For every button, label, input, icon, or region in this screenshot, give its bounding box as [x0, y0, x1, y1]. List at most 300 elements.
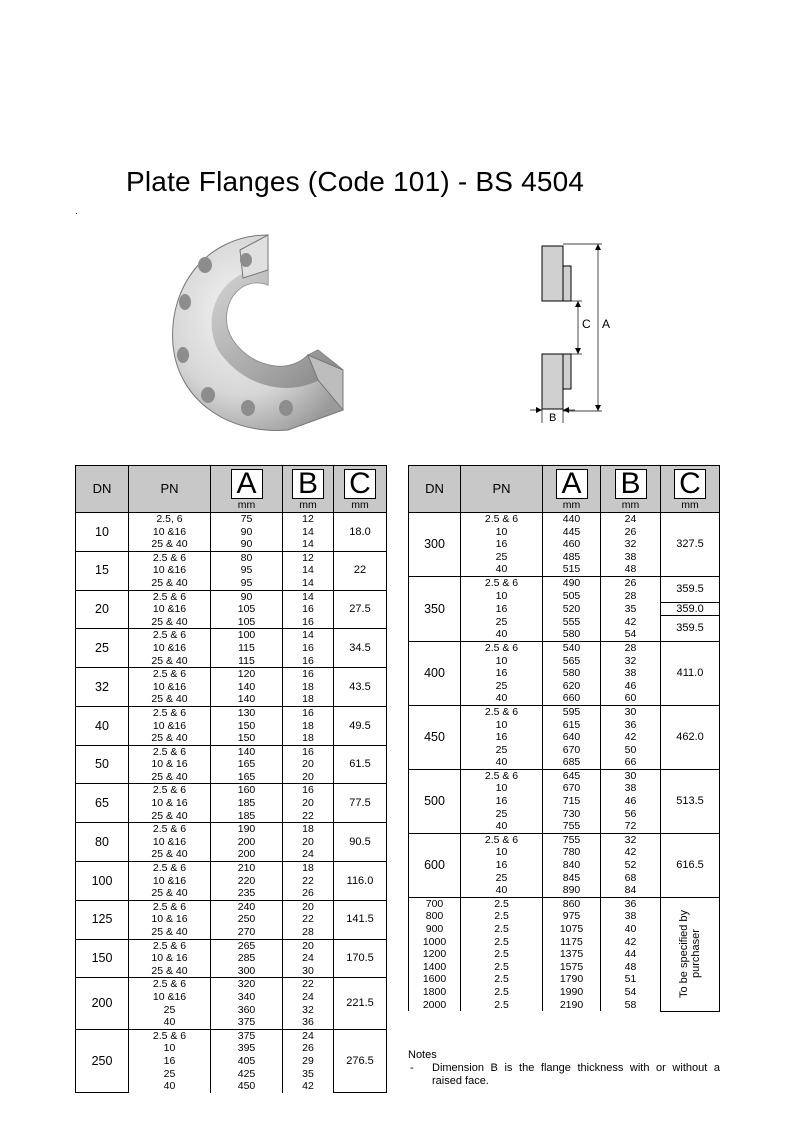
b-cell: 22: [283, 875, 334, 888]
pn-cell: 2.5: [461, 897, 543, 910]
dn-cell: 65: [76, 784, 129, 823]
pn-cell: 2.5 & 6: [461, 833, 543, 846]
b-cell: 58: [601, 999, 661, 1012]
b-cell: 38: [601, 782, 661, 795]
dn-cell: 20: [76, 590, 129, 629]
pn-cell: 25 & 40: [129, 926, 211, 939]
pn-cell: 2.5 & 6: [129, 862, 211, 875]
table-row: [76, 939, 387, 952]
note-text: Dimension B is the flange thickness with or without a raised face.: [432, 1062, 720, 1087]
pn-cell: 40: [129, 1016, 211, 1029]
c-note-cell: [661, 897, 720, 1011]
a-cell: 715: [543, 795, 601, 808]
b-cell: 48: [601, 563, 661, 576]
header-pn: PN: [129, 466, 211, 513]
a-cell: 300: [211, 965, 283, 978]
table-row: [76, 629, 387, 642]
pn-cell: 2.5 & 6: [129, 706, 211, 719]
a-cell: 265: [211, 939, 283, 952]
dn-cell: 80: [76, 823, 129, 862]
pn-cell: 25 & 40: [129, 538, 211, 551]
b-cell: 16: [283, 655, 334, 668]
a-cell: 200: [211, 848, 283, 861]
c-cell: 359.5: [661, 616, 720, 642]
a-cell: 140: [211, 681, 283, 694]
table-row: [76, 590, 387, 603]
pn-cell: 10 &16: [129, 836, 211, 849]
pn-cell: 10 & 16: [129, 758, 211, 771]
a-cell: 90: [211, 526, 283, 539]
b-cell: 48: [601, 961, 661, 974]
a-cell: 730: [543, 808, 601, 821]
pn-cell: 16: [461, 602, 543, 616]
c-cell: 27.5: [334, 590, 387, 629]
dn-cell: 32: [76, 668, 129, 707]
a-cell: 425: [211, 1068, 283, 1081]
c-cell: 22: [334, 551, 387, 590]
a-cell: 210: [211, 862, 283, 875]
b-cell: 42: [601, 936, 661, 949]
dn-cell: 600: [409, 833, 461, 897]
a-cell: 105: [211, 603, 283, 616]
dn-cell: 800: [409, 910, 461, 923]
a-cell: 485: [543, 551, 601, 564]
pn-cell: 2.5 & 6: [129, 668, 211, 681]
right-spec-table: [408, 465, 720, 1012]
a-cell: 670: [543, 782, 601, 795]
b-cell: 54: [601, 986, 661, 999]
a-cell: 440: [543, 513, 601, 526]
pn-cell: 16: [461, 731, 543, 744]
b-cell: 16: [283, 616, 334, 629]
a-cell: 620: [543, 680, 601, 693]
pn-cell: 10 &16: [129, 526, 211, 539]
pn-cell: 40: [129, 1080, 211, 1093]
pn-cell: 25: [461, 872, 543, 885]
a-cell: 660: [543, 692, 601, 705]
dn-cell: 200: [76, 978, 129, 1029]
a-cell: 95: [211, 577, 283, 590]
a-cell: 595: [543, 705, 601, 718]
a-cell: 890: [543, 884, 601, 897]
c-cell: 18.0: [334, 513, 387, 552]
a-cell: 375: [211, 1016, 283, 1029]
a-cell: 105: [211, 616, 283, 629]
b-cell: 46: [601, 680, 661, 693]
b-cell: 38: [601, 551, 661, 564]
c-cell: 61.5: [334, 745, 387, 784]
pn-cell: 2.5 & 6: [129, 900, 211, 913]
table-row: [76, 784, 387, 797]
a-cell: 395: [211, 1042, 283, 1055]
b-cell: 24: [283, 952, 334, 965]
table-row: [76, 745, 387, 758]
dn-cell: 1000: [409, 936, 461, 949]
b-cell: 28: [601, 590, 661, 603]
a-cell: 190: [211, 823, 283, 836]
a-cell: 640: [543, 731, 601, 744]
c-cell: 43.5: [334, 668, 387, 707]
pn-cell: 16: [461, 859, 543, 872]
b-cell: 32: [601, 655, 661, 668]
pn-cell: 25: [461, 616, 543, 629]
pn-cell: 25 & 40: [129, 887, 211, 900]
dn-cell: 1800: [409, 986, 461, 999]
table-row: [409, 705, 720, 718]
a-cell: 2190: [543, 999, 601, 1012]
pn-cell: 2.5: [461, 936, 543, 949]
header-c: C mm: [661, 466, 720, 513]
table-header: [76, 466, 387, 513]
c-cell: 359.5: [661, 576, 720, 602]
a-cell: 780: [543, 846, 601, 859]
b-cell: 50: [601, 744, 661, 757]
pn-cell: 10: [461, 846, 543, 859]
a-cell: 220: [211, 875, 283, 888]
b-cell: 22: [283, 978, 334, 991]
table-row: [76, 513, 387, 526]
b-cell: 38: [601, 910, 661, 923]
a-cell: 580: [543, 667, 601, 680]
a-cell: 565: [543, 655, 601, 668]
a-cell: 130: [211, 706, 283, 719]
b-cell: 66: [601, 756, 661, 769]
stray-mark: .: [75, 206, 78, 217]
a-cell: 540: [543, 641, 601, 654]
b-cell: 22: [283, 913, 334, 926]
pn-cell: 16: [461, 538, 543, 551]
a-cell: 1075: [543, 923, 601, 936]
dn-cell: 400: [409, 641, 461, 705]
b-cell: 20: [283, 939, 334, 952]
c-cell: 276.5: [334, 1029, 387, 1092]
a-cell: 1375: [543, 948, 601, 961]
pn-cell: 10: [461, 782, 543, 795]
a-cell: 755: [543, 820, 601, 833]
b-cell: 28: [601, 641, 661, 654]
pn-cell: 10 &16: [129, 720, 211, 733]
a-cell: 95: [211, 564, 283, 577]
c-cell: 359.0: [661, 602, 720, 616]
dn-cell: 1600: [409, 973, 461, 986]
a-cell: 405: [211, 1055, 283, 1068]
b-cell: 35: [601, 602, 661, 616]
pn-cell: 10 &16: [129, 991, 211, 1004]
a-cell: 250: [211, 913, 283, 926]
a-cell: 185: [211, 797, 283, 810]
notes-heading: Notes: [408, 1049, 437, 1061]
b-cell: 18: [283, 862, 334, 875]
b-cell: 20: [283, 900, 334, 913]
b-cell: 12: [283, 551, 334, 564]
b-cell: 18: [283, 693, 334, 706]
b-cell: 68: [601, 872, 661, 885]
dn-cell: 50: [76, 745, 129, 784]
a-cell: 615: [543, 719, 601, 732]
pn-cell: 40: [461, 756, 543, 769]
a-cell: 460: [543, 538, 601, 551]
b-cell: 16: [283, 668, 334, 681]
a-cell: 840: [543, 859, 601, 872]
pn-cell: 2.5 & 6: [461, 513, 543, 526]
a-cell: 375: [211, 1029, 283, 1042]
a-cell: 100: [211, 629, 283, 642]
b-cell: 18: [283, 720, 334, 733]
b-cell: 36: [283, 1016, 334, 1029]
pn-cell: 10 &16: [129, 564, 211, 577]
a-cell: 450: [211, 1080, 283, 1093]
b-cell: 32: [283, 1004, 334, 1017]
b-cell: 20: [283, 771, 334, 784]
pn-cell: 40: [461, 692, 543, 705]
dn-cell: 25: [76, 629, 129, 668]
b-cell: 22: [283, 810, 334, 823]
a-cell: 1790: [543, 973, 601, 986]
pn-cell: 25: [129, 1004, 211, 1017]
a-cell: 685: [543, 756, 601, 769]
b-cell: 16: [283, 603, 334, 616]
a-cell: 755: [543, 833, 601, 846]
pn-cell: 2.5 & 6: [461, 705, 543, 718]
table-row: [76, 978, 387, 991]
a-cell: 150: [211, 732, 283, 745]
c-cell: 221.5: [334, 978, 387, 1029]
a-cell: 75: [211, 513, 283, 526]
b-cell: 14: [283, 538, 334, 551]
pn-cell: 2.5 & 6: [129, 745, 211, 758]
b-cell: 32: [601, 833, 661, 846]
pn-cell: 16: [461, 667, 543, 680]
dn-cell: 150: [76, 939, 129, 978]
b-cell: 36: [601, 719, 661, 732]
pn-cell: 25 & 40: [129, 965, 211, 978]
b-cell: 18: [283, 681, 334, 694]
pn-cell: 25 & 40: [129, 848, 211, 861]
table-row: [409, 769, 720, 782]
pn-cell: 10 & 16: [129, 913, 211, 926]
a-cell: 520: [543, 602, 601, 616]
pn-cell: 2.5 & 6: [129, 1029, 211, 1042]
a-cell: 140: [211, 693, 283, 706]
b-cell: 20: [283, 836, 334, 849]
dn-cell: 1200: [409, 948, 461, 961]
a-cell: 185: [211, 810, 283, 823]
pn-cell: 10 & 16: [129, 952, 211, 965]
header-a: A mm: [211, 466, 283, 513]
pn-cell: 25: [461, 680, 543, 693]
table-row: [76, 1029, 387, 1042]
pn-cell: 2.5: [461, 999, 543, 1012]
dn-cell: 40: [76, 706, 129, 745]
pn-cell: 2.5 & 6: [129, 978, 211, 991]
pn-cell: 25: [461, 551, 543, 564]
c-cell: 90.5: [334, 823, 387, 862]
pn-cell: 2.5 & 6: [129, 551, 211, 564]
header-dn: DN: [76, 466, 129, 513]
left-spec-table: [75, 465, 387, 1093]
a-cell: 150: [211, 720, 283, 733]
pn-cell: 40: [461, 563, 543, 576]
dn-cell: 2000: [409, 999, 461, 1012]
c-cell: 49.5: [334, 706, 387, 745]
a-cell: 340: [211, 991, 283, 1004]
table-row: [409, 576, 720, 589]
pn-cell: 25 & 40: [129, 616, 211, 629]
pn-cell: 2.5 & 6: [461, 769, 543, 782]
c-cell: 170.5: [334, 939, 387, 978]
label-a: A: [602, 317, 611, 331]
pn-cell: 2.5 & 6: [461, 576, 543, 589]
b-cell: 30: [601, 769, 661, 782]
a-cell: 165: [211, 771, 283, 784]
header-c: C mm: [334, 466, 387, 513]
pn-cell: 10 &16: [129, 642, 211, 655]
a-cell: 505: [543, 590, 601, 603]
pn-cell: 10 &16: [129, 875, 211, 888]
pn-cell: 25 & 40: [129, 810, 211, 823]
a-cell: 845: [543, 872, 601, 885]
b-cell: 36: [601, 897, 661, 910]
pn-cell: 40: [461, 820, 543, 833]
c-cell: 141.5: [334, 900, 387, 939]
a-cell: 490: [543, 576, 601, 589]
pn-cell: 2.5 & 6: [129, 590, 211, 603]
b-cell: 40: [601, 923, 661, 936]
a-cell: 445: [543, 526, 601, 539]
a-cell: 140: [211, 745, 283, 758]
dn-cell: 350: [409, 576, 461, 641]
dn-cell: 300: [409, 513, 461, 577]
pn-cell: 2.5 & 6: [129, 939, 211, 952]
c-cell: 34.5: [334, 629, 387, 668]
page-title: Plate Flanges (Code 101) - BS 4504: [126, 166, 585, 197]
b-cell: 16: [283, 784, 334, 797]
b-cell: 14: [283, 526, 334, 539]
b-cell: 16: [283, 642, 334, 655]
dn-cell: 125: [76, 900, 129, 939]
b-cell: 12: [283, 513, 334, 526]
dn-cell: 10: [76, 513, 129, 552]
a-cell: 320: [211, 978, 283, 991]
dn-cell: 1400: [409, 961, 461, 974]
b-cell: 46: [601, 795, 661, 808]
b-cell: 54: [601, 628, 661, 641]
flange-3d-illustration: [168, 230, 348, 440]
b-cell: 14: [283, 577, 334, 590]
a-cell: 240: [211, 900, 283, 913]
dn-cell: 450: [409, 705, 461, 769]
b-cell: 24: [283, 848, 334, 861]
a-cell: 360: [211, 1004, 283, 1017]
b-cell: 18: [283, 732, 334, 745]
b-cell: 42: [601, 616, 661, 629]
b-cell: 24: [283, 1029, 334, 1042]
label-c: C: [582, 317, 591, 331]
b-cell: 26: [283, 887, 334, 900]
b-cell: 38: [601, 667, 661, 680]
header-dn: DN: [409, 466, 461, 513]
a-cell: 165: [211, 758, 283, 771]
notes-section: [408, 1049, 720, 1088]
a-cell: 115: [211, 642, 283, 655]
b-cell: 42: [601, 731, 661, 744]
table-row: [409, 833, 720, 846]
table-row: [409, 897, 720, 910]
b-cell: 84: [601, 884, 661, 897]
b-cell: 14: [283, 590, 334, 603]
pn-cell: 2.5: [461, 961, 543, 974]
b-cell: 14: [283, 564, 334, 577]
a-cell: 580: [543, 628, 601, 641]
a-cell: 285: [211, 952, 283, 965]
label-b: B: [549, 412, 557, 423]
pn-cell: 40: [461, 628, 543, 641]
a-cell: 860: [543, 897, 601, 910]
pn-cell: 25 & 40: [129, 577, 211, 590]
dn-cell: 100: [76, 862, 129, 901]
header-b: B mm: [601, 466, 661, 513]
b-cell: 14: [283, 629, 334, 642]
dn-cell: 15: [76, 551, 129, 590]
pn-cell: 10: [461, 590, 543, 603]
pn-cell: 2.5, 6: [129, 513, 211, 526]
header-a: A mm: [543, 466, 601, 513]
table-header: [409, 466, 720, 513]
table-row: [409, 641, 720, 654]
b-cell: 20: [283, 797, 334, 810]
table-row: [76, 900, 387, 913]
a-cell: 670: [543, 744, 601, 757]
b-cell: 24: [601, 513, 661, 526]
a-cell: 1575: [543, 961, 601, 974]
a-cell: 200: [211, 836, 283, 849]
b-cell: 51: [601, 973, 661, 986]
b-cell: 26: [601, 576, 661, 589]
table-row: [76, 668, 387, 681]
pn-cell: 2.5 & 6: [129, 823, 211, 836]
b-cell: 52: [601, 859, 661, 872]
b-cell: 44: [601, 948, 661, 961]
pn-cell: 2.5: [461, 910, 543, 923]
pn-cell: 2.5 & 6: [129, 629, 211, 642]
table-row: [76, 862, 387, 875]
pn-cell: 25: [461, 744, 543, 757]
a-cell: 80: [211, 551, 283, 564]
a-cell: 645: [543, 769, 601, 782]
a-cell: 515: [543, 563, 601, 576]
pn-cell: 16: [129, 1055, 211, 1068]
header-b: B mm: [283, 466, 334, 513]
pn-cell: 25: [461, 808, 543, 821]
a-cell: 975: [543, 910, 601, 923]
pn-cell: 2.5: [461, 973, 543, 986]
pn-cell: 2.5 & 6: [129, 784, 211, 797]
b-cell: 28: [283, 926, 334, 939]
a-cell: 555: [543, 616, 601, 629]
b-cell: 26: [283, 1042, 334, 1055]
pn-cell: 10: [461, 526, 543, 539]
b-cell: 32: [601, 538, 661, 551]
c-cell: 411.0: [661, 641, 720, 705]
c-cell: 462.0: [661, 705, 720, 769]
b-cell: 29: [283, 1055, 334, 1068]
dn-cell: 500: [409, 769, 461, 833]
table-row: [76, 823, 387, 836]
c-cell: 513.5: [661, 769, 720, 833]
table-row: [76, 706, 387, 719]
pn-cell: 10 & 16: [129, 797, 211, 810]
a-cell: 235: [211, 887, 283, 900]
